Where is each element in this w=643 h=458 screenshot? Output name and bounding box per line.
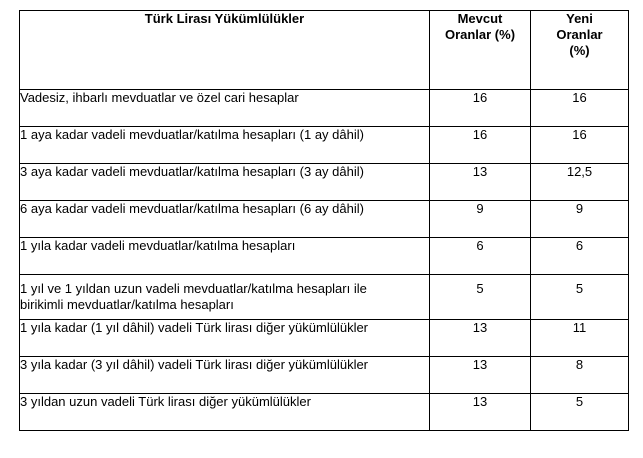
row-current-rate: 13	[430, 357, 531, 394]
row-new-rate: 9	[531, 201, 629, 238]
table-row	[20, 164, 629, 201]
row-current-rate: 13	[430, 394, 531, 431]
row-label: 3 yıla kadar (3 yıl dâhil) vadeli Türk lirası diğer yükümlülükler	[20, 357, 430, 394]
row-new-rate: 5	[531, 394, 629, 431]
row-label: 1 aya kadar vadeli mevduatlar/katılma hesapları (1 ay dâhil)	[20, 127, 430, 164]
header-current-rates	[430, 11, 531, 90]
table-row	[20, 201, 629, 238]
table-row	[20, 275, 629, 320]
table-row	[20, 238, 629, 275]
table-row	[20, 90, 629, 127]
row-new-rate: 11	[531, 320, 629, 357]
row-new-rate: 5	[531, 275, 629, 320]
row-new-rate: 12,5	[531, 164, 629, 201]
header-current-line2: Oranlar (%)	[444, 27, 516, 42]
row-label	[20, 275, 430, 320]
reserve-rates-table	[19, 10, 629, 431]
row-current-rate: 16	[430, 90, 531, 127]
table-row	[20, 127, 629, 164]
row-current-rate: 13	[430, 320, 531, 357]
table-row	[20, 394, 629, 431]
row-new-rate: 16	[531, 90, 629, 127]
row-current-rate: 16	[430, 127, 531, 164]
row-label: 3 aya kadar vadeli mevduatlar/katılma hesapları (3 ay dâhil)	[20, 164, 430, 201]
row-current-rate: 9	[430, 201, 531, 238]
row-new-rate: 6	[531, 238, 629, 275]
row-current-rate: 13	[430, 164, 531, 201]
row-label-line2: birikimli mevduatlar/katılma hesapları	[20, 297, 234, 312]
row-label-line1: 1 yıl ve 1 yıldan uzun vadeli mevduatlar/katılma hesapları ile	[20, 281, 367, 296]
header-row	[20, 11, 629, 90]
header-new-rates	[531, 11, 629, 90]
header-liabilities: Türk Lirası Yükümlülükler	[20, 11, 430, 90]
header-new-line2: Oranlar	[556, 27, 603, 42]
row-new-rate: 16	[531, 127, 629, 164]
table-row	[20, 357, 629, 394]
row-current-rate: 5	[430, 275, 531, 320]
row-label: 3 yıldan uzun vadeli Türk lirası diğer yükümlülükler	[20, 394, 430, 431]
row-label: 1 yıla kadar (1 yıl dâhil) vadeli Türk lirası diğer yükümlülükler	[20, 320, 430, 357]
row-current-rate: 6	[430, 238, 531, 275]
row-label: 1 yıla kadar vadeli mevduatlar/katılma hesapları	[20, 238, 430, 275]
row-new-rate: 8	[531, 357, 629, 394]
header-current-line1: Mevcut	[457, 11, 503, 26]
row-label: Vadesiz, ihbarlı mevduatlar ve özel cari hesaplar	[20, 90, 430, 127]
header-new-line3: (%)	[569, 43, 590, 58]
row-label: 6 aya kadar vadeli mevduatlar/katılma hesapları (6 ay dâhil)	[20, 201, 430, 238]
table-row	[20, 320, 629, 357]
header-new-line1: Yeni	[566, 11, 593, 26]
